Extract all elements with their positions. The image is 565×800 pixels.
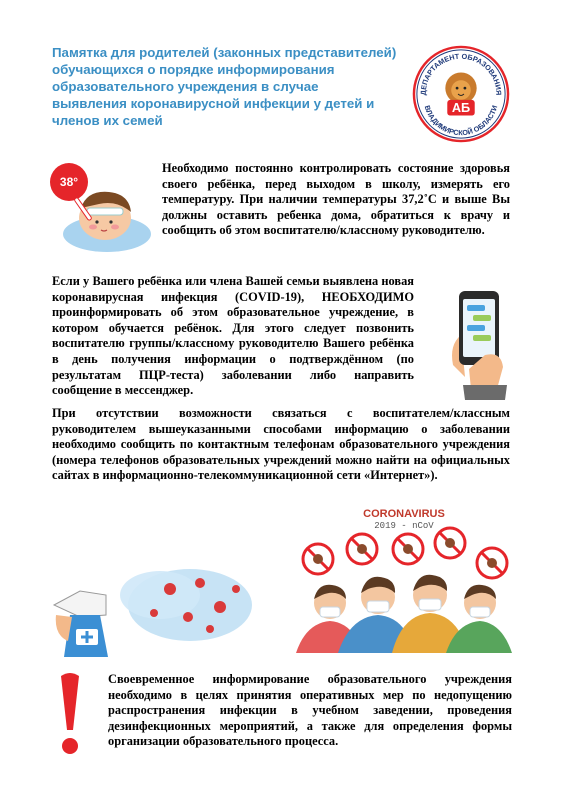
- phone-in-hand-illustration: [445, 285, 515, 400]
- exclamation-icon: [58, 672, 82, 756]
- logo-text-top: ДЕПАРТАМЕНТ ОБРАЗОВАНИЯ: [418, 51, 504, 96]
- temperature-label: 38°: [59, 175, 79, 189]
- paragraph-contact-phones: При отсутствии возможности связаться с воспитателем/классным руководителем вышеуказанными способами информацию о заболевании необходимо сообщить по контактным телефонам образовательного учреждения (номера телефонов образовательных учреждений можно найти на официальных сайтах в информационно-телекоммуникационной сети «Интернет»).: [52, 406, 510, 483]
- sick-child-thermometer-illustration: [47, 156, 152, 256]
- department-logo: [412, 45, 510, 143]
- page-title: Памятка для родителей (законных представителей) обучающихся о порядке информирования образовательного учреждения в случае выявления коронавирусной инфекции у детей и членов их семей: [52, 45, 397, 128]
- paragraph-covid-notify: Если у Вашего ребёнка или члена Вашей семьи выявлена новая коронавирусная инфекция (COVID-19), НЕОБХОДИМО проинформировать об этом образовательное учреждение, в котором обучается ребёнок. Для этого следует позвонить воспитателю группы/классному руководителю Вашего ребёнка в день получения информации о подтверждённом (по результатам ПЦР-теста) заболевании либо направить сообщение в мессенджер.: [52, 274, 414, 398]
- paragraph-temperature: Необходимо постоянно контролировать состояние здоровья своего ребёнка, перед выходом в школу, измерять его температуру. При наличии температуры 37,2˚С и выше Вы должны оставить ребенка дома, обратиться к врачу и сообщить об этом воспитателю/классному руководителю.: [162, 161, 510, 238]
- logo-letters: АБ: [451, 100, 471, 116]
- coronavirus-title: CORONAVIRUS: [363, 508, 445, 520]
- logo-text-bottom: ВЛАДИМИРСКОЙ ОБЛАСТИ: [422, 104, 500, 138]
- disinfectant-spray-illustration: [50, 545, 260, 660]
- coronavirus-subtitle: 2019 - nCoV: [374, 521, 434, 531]
- paragraph-timely-notification: Своевременное информирование образовательного учреждения необходимо в целях принятия оперативных мер по недопущению распространения инфекции в учебном заведении, проведения дезинфекционных мероприятий, а также для определения формы организации образовательного процесса.: [108, 672, 512, 749]
- coronavirus-masked-people-illustration: [296, 505, 512, 653]
